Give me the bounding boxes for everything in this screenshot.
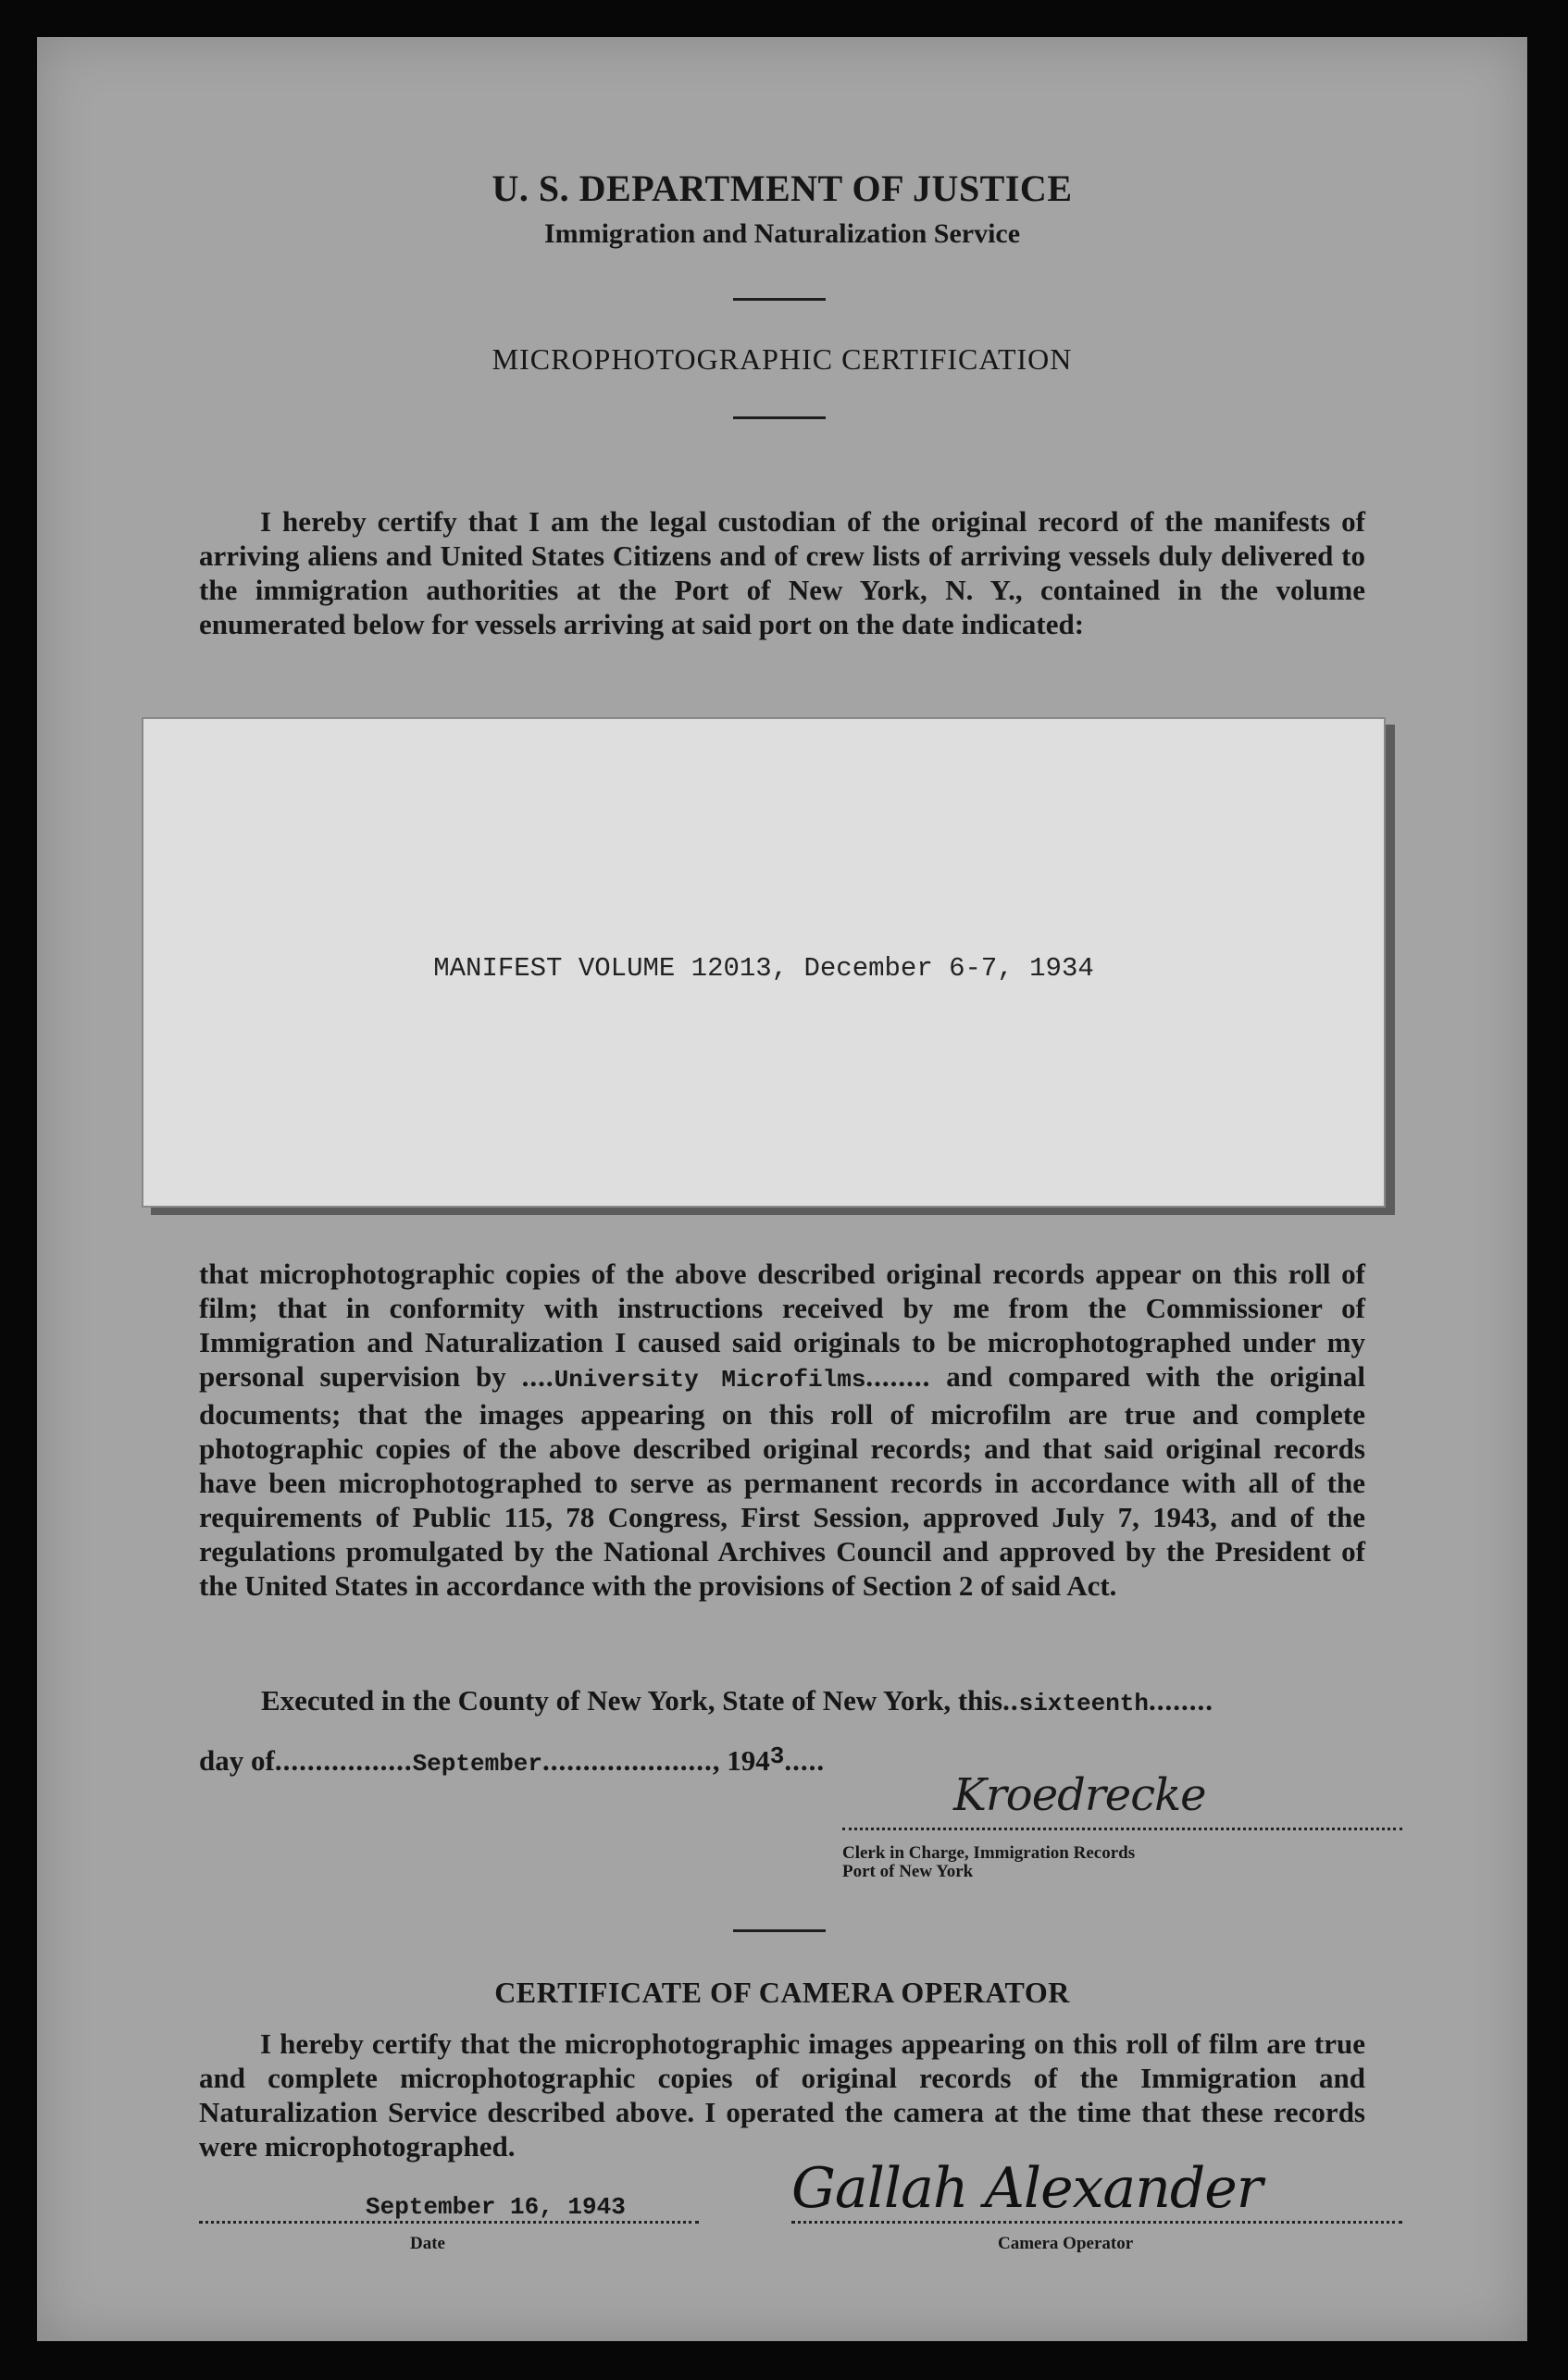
- executed-line: [261, 1684, 1213, 1717]
- date-label: Date: [410, 2234, 445, 2253]
- date-line: [199, 2221, 699, 2224]
- department-heading: U. S. DEPARTMENT OF JUSTICE: [492, 167, 1073, 209]
- fill-dots: ..: [1002, 1684, 1019, 1717]
- fill-dots: ....: [521, 1360, 554, 1393]
- service-subheading: Immigration and Naturalization Service: [543, 218, 1021, 249]
- operator-label: Camera Operator: [998, 2234, 1134, 2253]
- divider: [733, 1929, 826, 1932]
- fill-dots: .................: [274, 1744, 413, 1777]
- certification-intro: I hereby certify that I am the legal custodian of the original record of the manifests of arriving aliens and United States Citizens and of crew lists of arriving vessels duly delivered to the immigration authorities at the Port of New York, N. Y., contained in the volume enumerated below for vessels arriving at said port on the date indicated:: [199, 505, 1365, 640]
- divider: [733, 416, 826, 419]
- divider: [733, 298, 826, 301]
- operator-signature: Gallah Alexander: [791, 2156, 1263, 2221]
- clerk-signature: Kroedrecke: [953, 1769, 1206, 1821]
- body-part-b: and compared with the original documents; that the images appearing on this roll of microfilm are true and complete photographic copies of the above described original records; and that said original records have been microphotographed to serve as permanent records in accordance with all of the requirements of Public 115, 78 Congress, First Session, approved July 7, 1943, and of the regulations promulgated by the National Archives Council and approved by the President of the United States in accordance with the provisions of Section 2 of said Act.: [199, 1360, 1366, 1602]
- operator-signature-line: [791, 2221, 1402, 2224]
- clerk-port: Port of New York: [842, 1862, 974, 1881]
- camera-operator-title: CERTIFICATE OF CAMERA OPERATOR: [494, 1976, 1070, 2009]
- volume-card: [142, 717, 1386, 1208]
- year-digit: 3: [769, 1742, 785, 1770]
- body-part-a: that microphotographic copies of the above described original records appear on this roll of film; that in conformity with instructions received by me from the Commissioner of Immigration and Naturalization I caused said originals to be microphotographed under my personal supervision by: [199, 1258, 1365, 1393]
- manifest-volume: MANIFEST VOLUME 12013, December 6-7, 1934: [433, 953, 1094, 984]
- month-value: September: [412, 1750, 543, 1778]
- fill-dots: ........: [1149, 1684, 1214, 1717]
- fill-dots: .....................: [542, 1744, 713, 1777]
- date-value: September 16, 1943: [366, 2193, 626, 2221]
- clerk-signature-line: [842, 1828, 1402, 1830]
- camera-operator-text: I hereby certify that the microphotographic images appearing on this roll of film are true and complete microphotographic copies of original records of the Immigration and Naturalization Service described above. I operated the camera at the time that these records were microphotographed.: [199, 2027, 1365, 2163]
- year-prefix: , 194: [712, 1744, 770, 1777]
- fill-dots: ........: [865, 1360, 931, 1393]
- executed-text: Executed in the County of New York, State of New York, this: [261, 1684, 1003, 1717]
- certification-title: MICROPHOTOGRAPHIC CERTIFICATION: [492, 342, 1073, 376]
- month-line: [199, 1744, 825, 1778]
- filmed-by-value: University Microfilms: [554, 1366, 866, 1394]
- certification-body: [199, 1257, 1365, 1603]
- fill-dots: .....: [784, 1744, 826, 1777]
- day-of-label: day of: [199, 1744, 275, 1777]
- certificate-page: [37, 37, 1527, 2341]
- clerk-title: Clerk in Charge, Immigration Records: [842, 1843, 1136, 1863]
- day-value: sixteenth: [1018, 1690, 1150, 1717]
